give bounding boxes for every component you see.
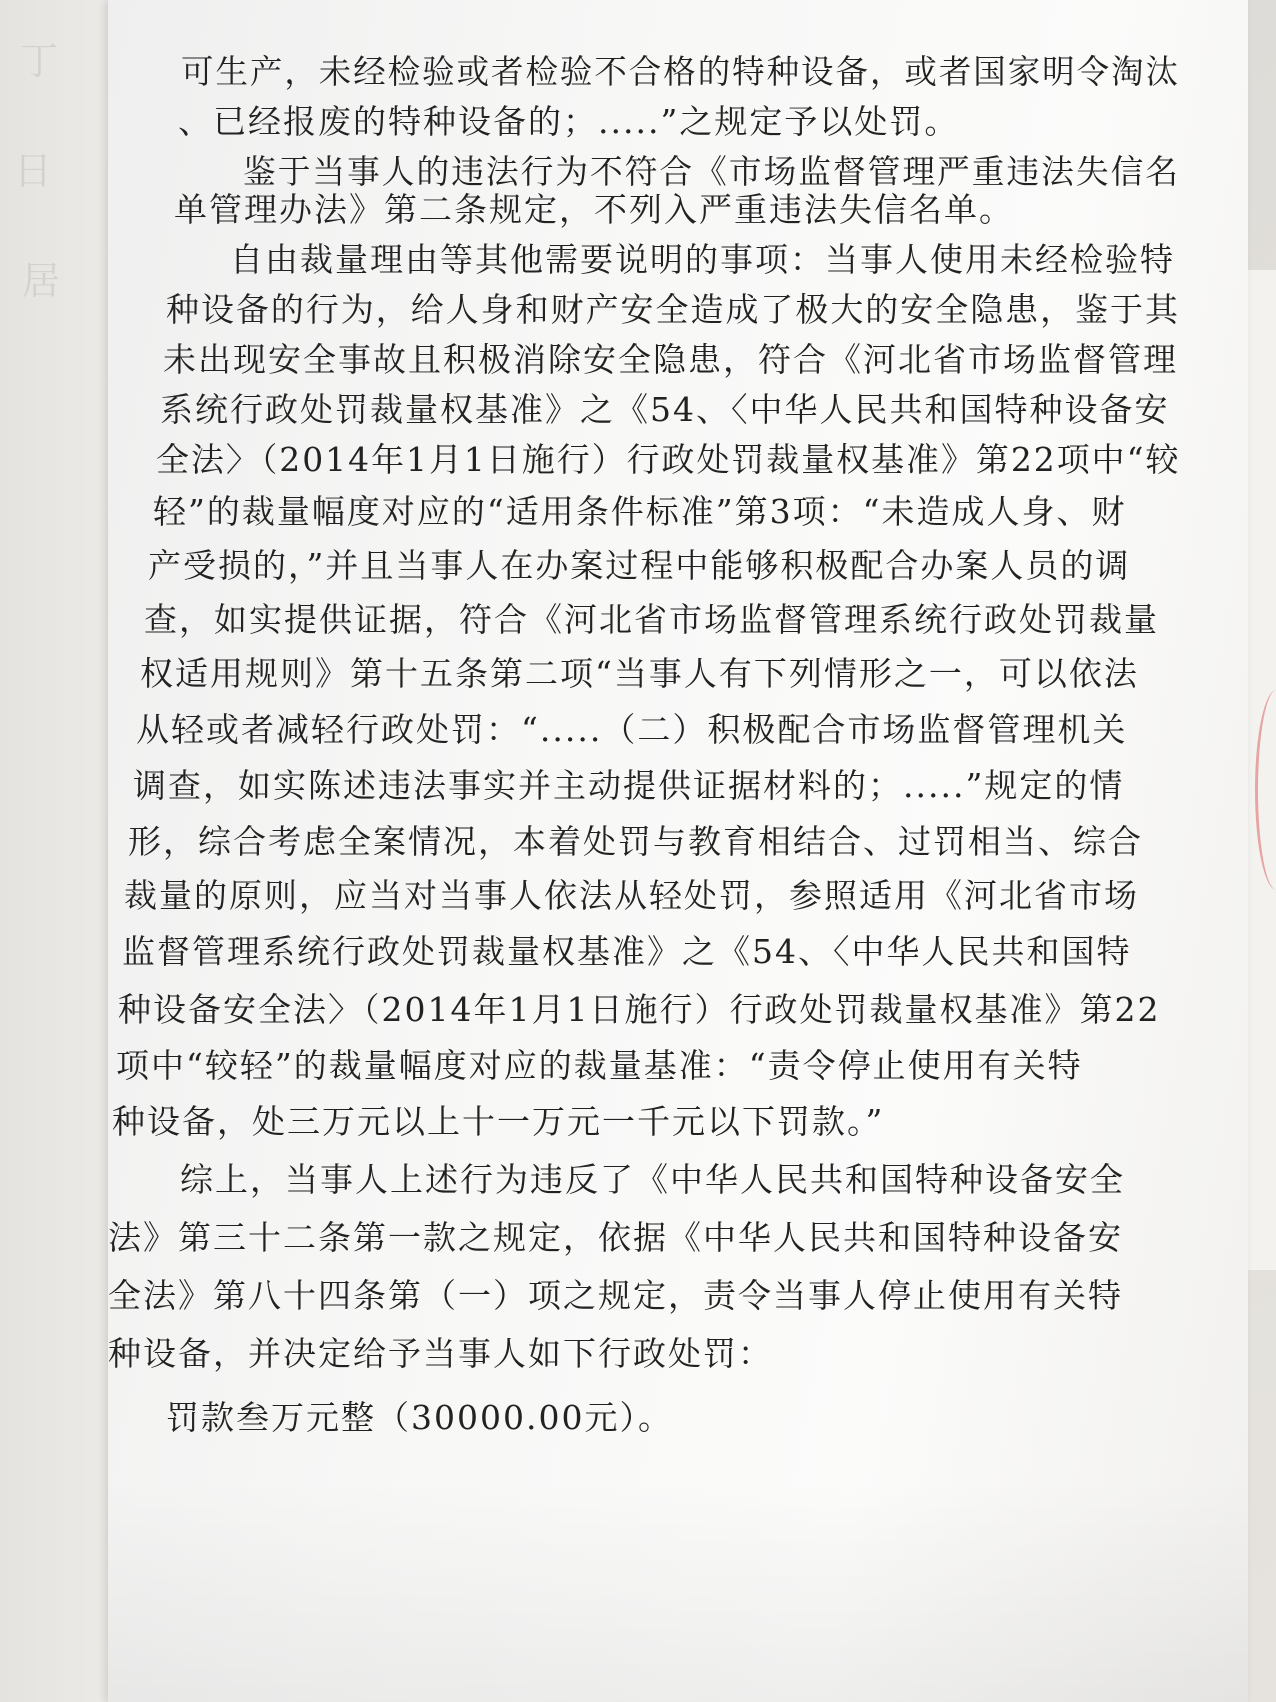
document-body <box>108 0 1248 1702</box>
text-line: 全法》第八十四条第（一）项之规定，责令当事人停止使用有关特 <box>108 1276 1123 1315</box>
text-line: 种设备，处三万元以上十一万元一千元以下罚款。” <box>112 1102 885 1141</box>
text-line: 权适用规则》第十五条第二项“当事人有下列情形之一，可以依法 <box>140 654 1139 693</box>
text-line: 系统行政处罚裁量权基准》之《54、〈中华人民共和国特种设备安 <box>160 390 1170 429</box>
text-line: 自由裁量理由等其他需要说明的事项：当事人使用未经检验特 <box>230 240 1175 279</box>
text-line: 查，如实提供证据，符合《河北省市场监督管理系统行政处罚裁量 <box>144 600 1159 639</box>
text-line: 形，综合考虑全案情况，本着处罚与教育相结合、过罚相当、综合 <box>128 822 1143 861</box>
document-page <box>108 0 1248 1702</box>
penalty-amount: 罚款叁万元整（30000.00元）。 <box>166 1398 673 1437</box>
underlying-page-left <box>0 0 120 1702</box>
text-line: 、已经报废的特种设备的；.....”之规定予以处罚。 <box>178 102 960 141</box>
faint-glyph: 居 <box>22 259 61 303</box>
text-line: 调查，如实陈述违法事实并主动提供证据材料的；.....”规定的情 <box>133 766 1125 805</box>
faint-glyph: 丁 <box>20 39 59 83</box>
text-line: 综上，当事人上述行为违反了《中华人民共和国特种设备安全 <box>180 1160 1125 1199</box>
text-line: 法》第三十二条第一款之规定，依据《中华人民共和国特种设备安 <box>108 1218 1123 1257</box>
text-line: 产受损的，”并且当事人在办案过程中能够积极配合办案人员的调 <box>148 546 1131 585</box>
faint-glyph: 日 <box>14 149 53 193</box>
text-line: 种设备，并决定给予当事人如下行政处罚： <box>108 1334 773 1373</box>
text-line: 鉴于当事人的违法行为不符合《市场监督管理严重违法失信名 <box>243 152 1180 191</box>
text-line: 监督管理系统行政处罚裁量权基准》之《54、〈中华人民共和国特 <box>122 932 1132 971</box>
page-shadow <box>108 1480 1248 1702</box>
text-line: 项中“较轻”的裁量幅度对应的裁量基准：“责令停止使用有关特 <box>116 1046 1083 1085</box>
text-line: 可生产，未经检验或者检验不合格的特种设备，或者国家明令淘汰 <box>181 52 1180 91</box>
text-line: 单管理办法》第二条规定，不列入严重违法失信名单。 <box>174 190 1014 229</box>
text-line: 全法〉（2014年1月1日施行）行政处罚裁量权基准》第22项中“较 <box>156 440 1181 479</box>
text-line: 种设备安全法〉（2014年1月1日施行）行政处罚裁量权基准》第22 <box>118 990 1161 1029</box>
text-line: 轻”的裁量幅度对应的“适用条件标准”第3项：“未造成人身、财 <box>153 492 1127 531</box>
text-line: 种设备的行为，给人身和财产安全造成了极大的安全隐患，鉴于其 <box>166 290 1180 329</box>
text-line: 从轻或者减轻行政处罚：“.....（二）积极配合市场监督管理机关 <box>136 710 1128 749</box>
text-line: 裁量的原则，应当对当事人依法从轻处罚，参照适用《河北省市场 <box>124 876 1139 915</box>
text-line: 未出现安全事故且积极消除安全隐患，符合《河北省市场监督管理 <box>163 340 1178 379</box>
